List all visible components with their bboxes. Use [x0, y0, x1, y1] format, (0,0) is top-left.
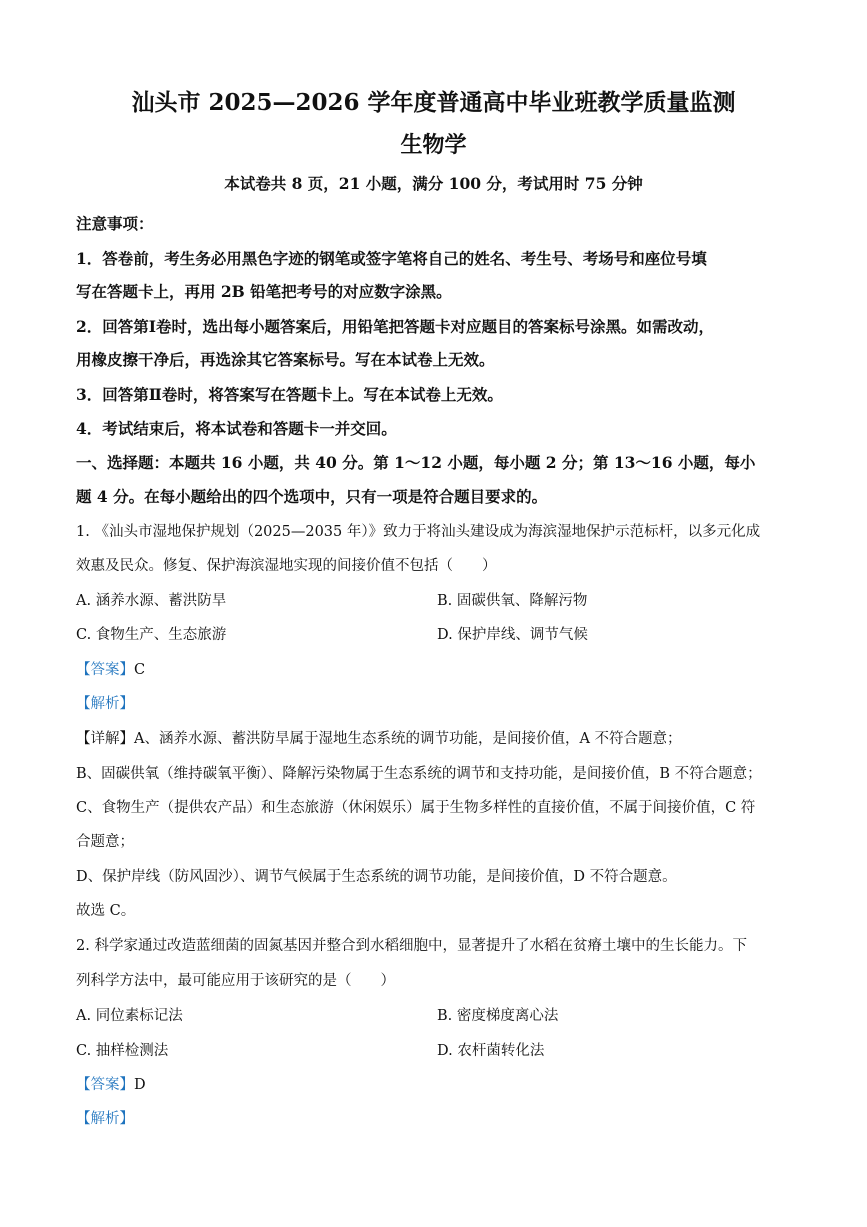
note-1-line-2: 写在答题卡上，再用 2B 铅笔把考号的对应数字涂黑。 [76, 282, 452, 301]
note-2-line-1: 2．回答第Ⅰ卷时，选出每小题答案后，用铅笔把答题卡对应题目的答案标号涂黑。如需改动， [76, 317, 715, 336]
answer-label: 【答案】 [76, 662, 134, 678]
q2-option-b: B. 密度梯度离心法 [437, 1008, 559, 1024]
detail-label: 【详解】 [76, 731, 134, 747]
q1-detail-c-line-2: 合题意； [76, 834, 134, 850]
q1-option-b: B. 固碳供氧、降解污物 [437, 593, 588, 609]
note-3: 3．回答第Ⅱ卷时，将答案写在答题卡上。写在本试卷上无效。 [76, 385, 503, 404]
q2-option-a: A. 同位素标记法 [76, 1008, 183, 1024]
detail-a-text: A、涵养水源、蓄洪防旱属于湿地生态系统的调节功能，是间接价值，A 不符合题意； [134, 731, 682, 747]
note-4: 4．考试结束后，将本试卷和答题卡一并交回。 [76, 419, 397, 438]
q1-option-a: A. 涵养水源、蓄洪防旱 [76, 593, 227, 609]
q1-detail-a [76, 727, 796, 748]
note-1-line-1: 1．答卷前，考生务必用黑色字迹的钢笔或签字笔将自己的姓名、考生号、考场号和座位号填 [76, 249, 707, 268]
notes-heading: 注意事项： [76, 214, 154, 233]
q2-analysis-label: 【解析】 [76, 1111, 134, 1127]
q1-stem-line-2: 效惠及民众。修复、保护海滨湿地实现的间接价值不包括（ ） [76, 558, 497, 574]
exam-title: 汕头市 2025—2026 学年度普通高中毕业班教学质量监测 [131, 89, 736, 116]
q2-option-d: D. 农杆菌转化法 [437, 1043, 545, 1059]
answer-value: D [134, 1077, 146, 1093]
q1-detail-d: D、保护岸线（防风固沙）、调节气候属于生态系统的调节功能，是间接价值，D 不符合题意。 [76, 869, 677, 885]
q1-option-c: C. 食物生产、生态旅游 [76, 627, 227, 643]
note-2-line-2: 用橡皮擦干净后，再选涂其它答案标号。写在本试卷上无效。 [76, 350, 495, 369]
q2-answer [76, 1073, 796, 1094]
q1-conclusion: 故选 C。 [76, 903, 136, 919]
q2-stem-line-2: 列科学方法中，最可能应用于该研究的是（ ） [76, 973, 395, 989]
q2-stem-line-1: 2. 科学家通过改造蓝细菌的固氮基因并整合到水稻细胞中，显著提升了水稻在贫瘠土壤中的生长能力。下 [76, 938, 747, 954]
q1-option-d: D. 保护岸线、调节气候 [437, 627, 588, 643]
answer-value: C [134, 662, 146, 678]
q1-stem-line-1: 1. 《汕头市湿地保护规划（2025—2035 年）》致力于将汕头建设成为海滨湿地保护示范标杆，以多元化成 [76, 524, 761, 540]
q1-detail-c-line-1: C、食物生产（提供农产品）和生态旅游（休闲娱乐）属于生物多样性的直接价值，不属于间接价值，C 符 [76, 800, 756, 816]
q2-option-c: C. 抽样检测法 [76, 1043, 169, 1059]
answer-label: 【答案】 [76, 1077, 134, 1093]
q1-detail-b: B、固碳供氧（维持碳氧平衡）、降解污染物属于生态系统的调节和支持功能，是间接价值，B 不符合题意； [76, 766, 762, 782]
exam-info: 本试卷共 8 页，21 小题，满分 100 分，考试用时 75 分钟 [224, 174, 643, 193]
section-instructions-line-2: 题 4 分。在每小题给出的四个选项中，只有一项是符合题目要求的。 [76, 487, 548, 506]
section-instructions-line-1: 一、选择题：本题共 16 小题，共 40 分。第 1～12 小题，每小题 2 分；第 13～16 小题，每小 [76, 453, 756, 472]
q1-answer [76, 658, 796, 679]
q1-analysis-label: 【解析】 [76, 696, 134, 712]
subject-title: 生物学 [400, 132, 467, 158]
